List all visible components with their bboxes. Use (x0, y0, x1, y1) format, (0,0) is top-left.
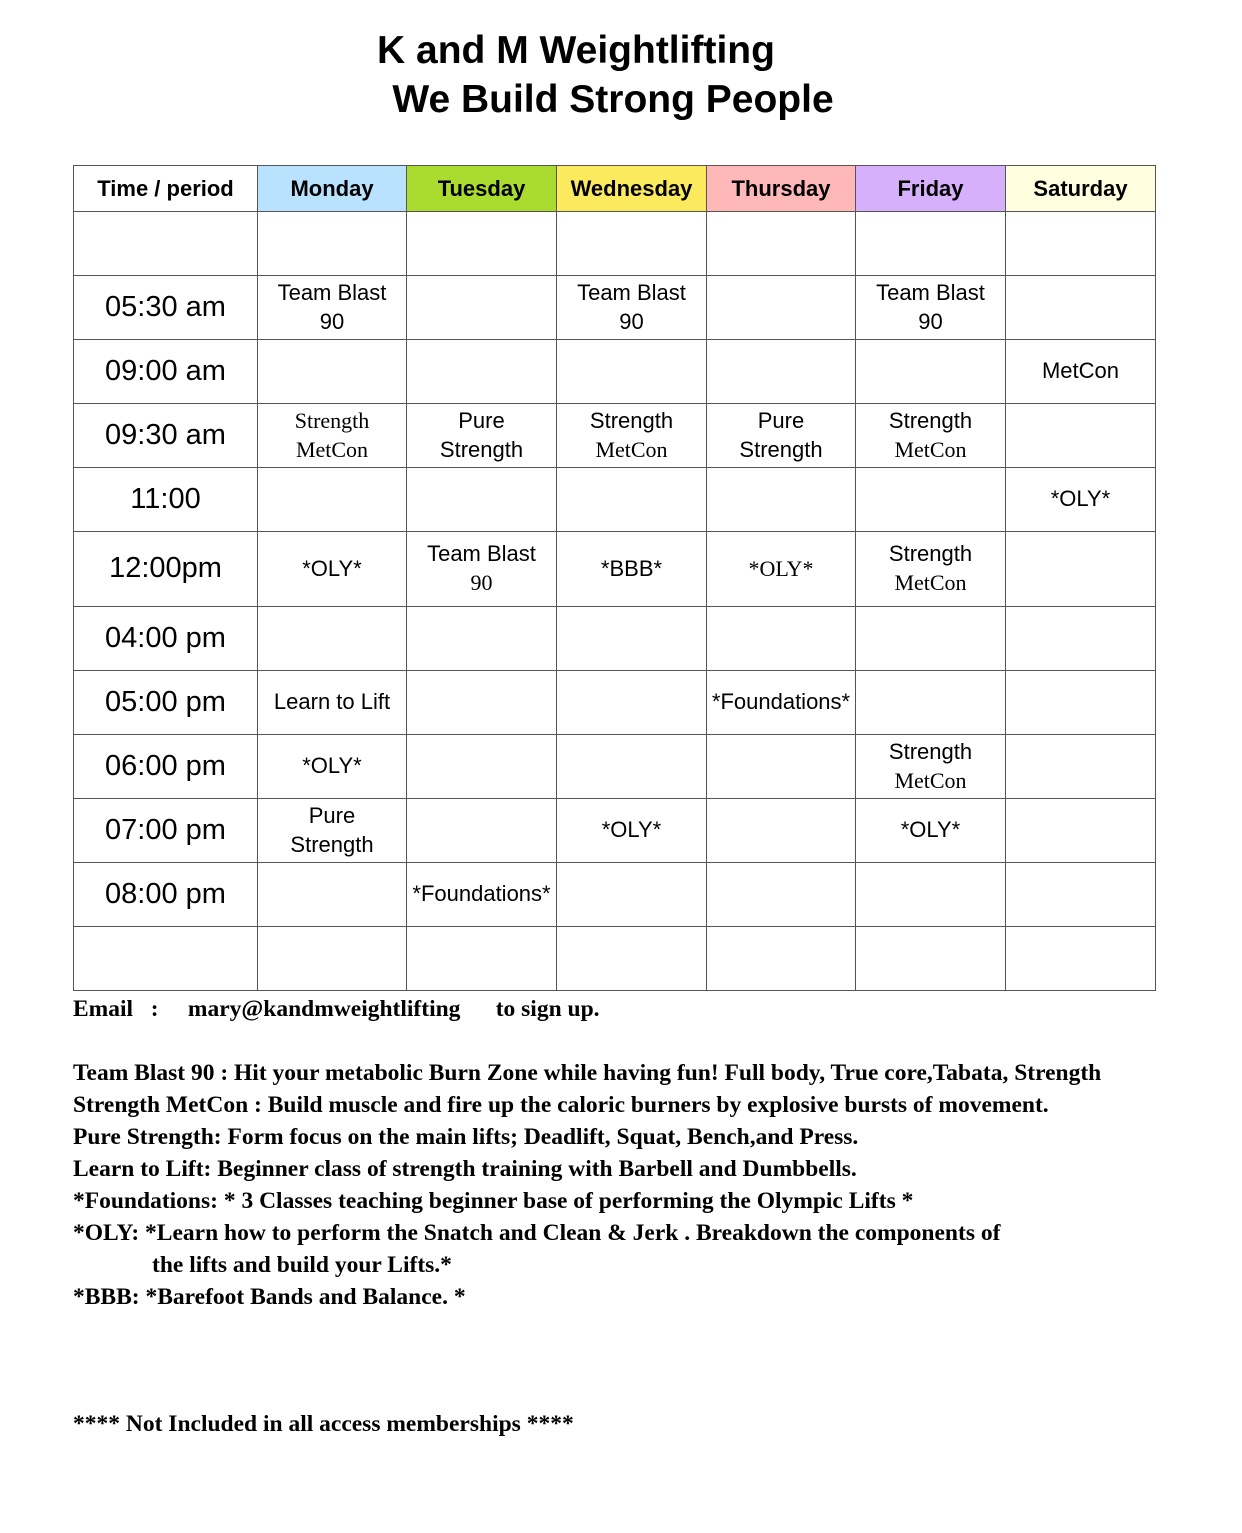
time-cell: 12:00pm (74, 532, 258, 607)
class-cell: *Foundations* (407, 863, 557, 927)
class-cell (258, 276, 407, 340)
class-cell: *OLY* (557, 799, 707, 863)
class-name: Strength (439, 436, 524, 462)
class-name: Team Blast (577, 279, 686, 305)
class-name: 90 (918, 308, 943, 334)
page-title: K and M Weightlifting (377, 29, 775, 72)
class-cell (407, 532, 557, 607)
header-time: Time / period (74, 166, 258, 212)
email-label: Email (73, 996, 134, 1022)
class-cell: *Foundations* (707, 671, 856, 735)
class-cell: *OLY* (258, 532, 407, 607)
class-cell (258, 404, 407, 468)
table-row (74, 340, 1156, 404)
header-saturday: Saturday (1006, 166, 1156, 212)
header-friday: Friday (856, 166, 1006, 212)
class-cell: MetCon (1006, 340, 1156, 404)
table-row (74, 212, 1156, 276)
class-name: 90 (319, 308, 345, 334)
table-row (74, 863, 1156, 927)
class-name: Pure (458, 407, 505, 433)
class-cell (856, 276, 1006, 340)
class-descriptions (73, 1057, 1173, 1313)
class-cell: *OLY* (258, 735, 407, 799)
class-cell (856, 404, 1006, 468)
desc-bbb: *BBB: *Barefoot Bands and Balance. * (73, 1284, 466, 1310)
desc-learn-to-lift: Learn to Lift: Beginner class of strength training with Barbell and Dumbbells. (73, 1156, 857, 1182)
time-cell: 11:00 (74, 468, 258, 532)
class-cell (557, 404, 707, 468)
class-name: Strength (739, 436, 823, 462)
time-cell: 07:00 pm (74, 799, 258, 863)
table-row (74, 468, 1156, 532)
class-cell (856, 735, 1006, 799)
email-signup (73, 993, 1173, 1025)
desc-oly: *OLY: *Learn how to perform the Snatch and Clean & Jerk . Breakdown the components of (73, 1220, 1001, 1246)
class-name: Team Blast (427, 541, 536, 567)
class-name: MetCon (894, 436, 967, 462)
class-name: Strength (888, 738, 973, 764)
class-name: MetCon (295, 436, 369, 462)
class-cell: *BBB* (557, 532, 707, 607)
class-name: Team Blast (876, 279, 985, 305)
class-name: Strength (290, 831, 374, 857)
class-name: Pure (308, 802, 356, 828)
time-cell (74, 927, 258, 991)
table-row (74, 735, 1156, 799)
class-cell: *OLY* (856, 799, 1006, 863)
class-cell (707, 404, 856, 468)
email-address: mary@kandmweightlifting (187, 996, 461, 1022)
page-subtitle: We Build Strong People (392, 78, 834, 121)
table-row (74, 607, 1156, 671)
desc-team-blast: Team Blast 90 : Hit your metabolic Burn Zone while having fun! Full body, True core,Tabata, Strength (73, 1060, 1102, 1086)
table-row (74, 799, 1156, 863)
header-wednesday: Wednesday (557, 166, 707, 212)
desc-foundations: *Foundations: * 3 Classes teaching beginner base of performing the Olympic Lifts * (73, 1188, 914, 1214)
class-cell: *OLY* (1006, 468, 1156, 532)
class-name: 90 (619, 308, 644, 334)
class-name: MetCon (595, 436, 668, 462)
desc-pure-strength: Pure Strength: Form focus on the main lifts; Deadlift, Squat, Bench,and Press. (73, 1124, 859, 1150)
email-colon: : (150, 996, 159, 1022)
time-cell: 05:30 am (74, 276, 258, 340)
header-tuesday: Tuesday (407, 166, 557, 212)
time-cell: 04:00 pm (74, 607, 258, 671)
time-cell: 09:30 am (74, 404, 258, 468)
class-name: Strength (294, 407, 370, 433)
table-row (74, 532, 1156, 607)
time-cell (74, 212, 258, 276)
class-name: MetCon (894, 767, 967, 793)
desc-strength-metcon: Strength MetCon : Build muscle and fire up the caloric burners by explosive bursts of movement. (73, 1092, 1049, 1118)
schedule-table (73, 165, 1156, 991)
class-name: Team Blast (277, 279, 387, 305)
class-name: 90 (470, 570, 493, 595)
class-cell (856, 532, 1006, 607)
table-row (74, 276, 1156, 340)
class-name: MetCon (894, 570, 967, 595)
class-cell (407, 404, 557, 468)
email-suffix: to sign up. (495, 996, 600, 1022)
table-row (74, 671, 1156, 735)
table-row (74, 927, 1156, 991)
table-row (74, 404, 1156, 468)
class-cell (707, 532, 856, 607)
header-row (74, 166, 1156, 212)
class-cell (557, 276, 707, 340)
membership-note: **** Not Included in all access memberships **** (73, 1411, 574, 1437)
header-thursday: Thursday (707, 166, 856, 212)
class-name: Pure (757, 407, 805, 433)
class-cell: Learn to Lift (258, 671, 407, 735)
class-name: Strength (888, 407, 973, 433)
time-cell: 05:00 pm (74, 671, 258, 735)
class-cell (258, 799, 407, 863)
time-cell: 09:00 am (74, 340, 258, 404)
time-cell: 08:00 pm (74, 863, 258, 927)
class-name: *OLY* (748, 555, 814, 581)
class-name: Strength (888, 541, 973, 567)
header-monday: Monday (258, 166, 407, 212)
desc-oly-continued: the lifts and build your Lifts.* (152, 1252, 452, 1278)
class-name: Strength (589, 407, 674, 433)
time-cell: 06:00 pm (74, 735, 258, 799)
